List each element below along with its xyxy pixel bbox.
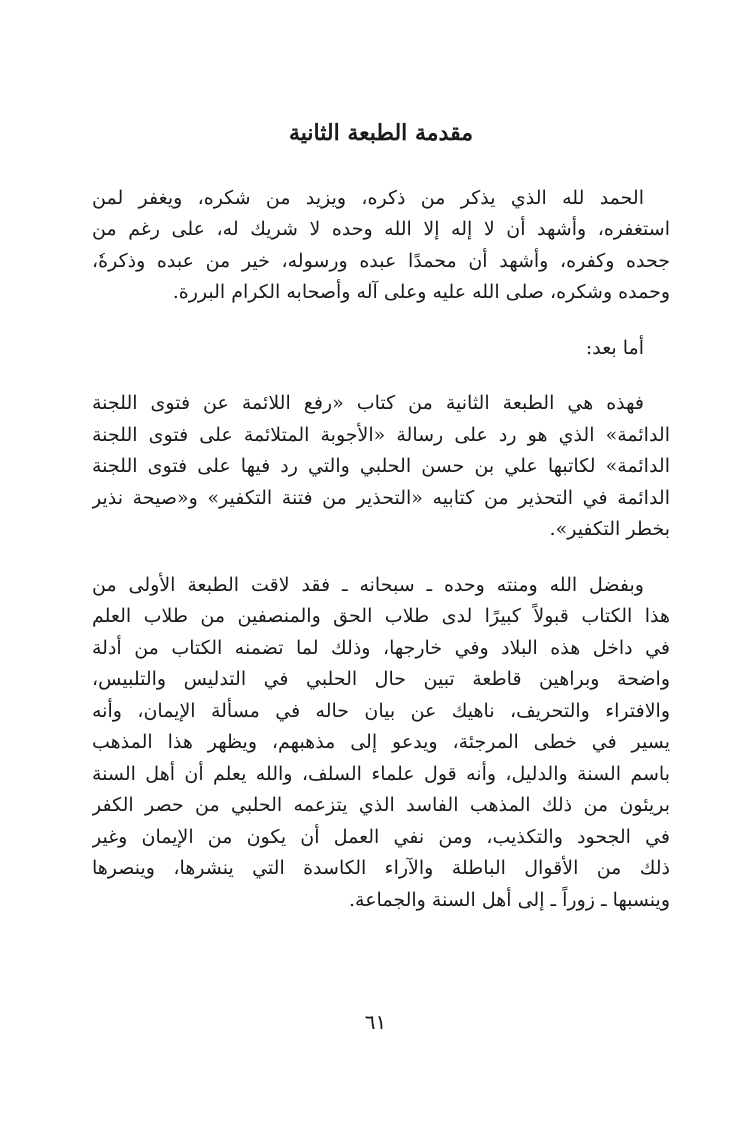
text-line: فهذه هي الطبعة الثانية من كتاب «رفع اللائمة عن فتوى اللجنة (92, 392, 644, 415)
paragraph-amma-bad (92, 333, 670, 365)
text-line: بخطر التكفير». (549, 518, 670, 541)
text-line: الدائمة» الذي هو رد على رسالة «الأجوبة المتلائمة على فتوى اللجنة (92, 423, 670, 446)
text-line: جحده وكفره، وأشهد أن محمدًا عبده ورسوله، خير من عبده وذكرهٗ، (92, 249, 670, 272)
page-content (92, 118, 670, 940)
text-line: يسير في خطى المرجئة، ويدعو إلى مذهبهم، ويظهر هذا المذهب (92, 731, 670, 754)
text-line: الحمد لله الذي يذكر من ذكره، ويزيد من شكره، ويغفر لمن (92, 186, 644, 209)
paragraph-second-edition (92, 388, 670, 546)
page-number: ٦١ (364, 1010, 387, 1034)
text-line: ذلك من الأقوال الباطلة والآراء الكاسدة التي ينشرها، وينصرها (92, 857, 670, 880)
paragraph-praise (92, 183, 670, 309)
text-line: والافتراء والتحريف، ناهيك عن بيان حاله في مسألة الإيمان، وأنه (92, 699, 670, 722)
text-line: الدائمة» لكاتبها علي بن حسن الحلبي والتي رد فيها على فتوى اللجنة (92, 455, 670, 478)
page-title: مقدمة الطبعة الثانية (289, 120, 473, 146)
text-line: في داخل هذه البلاد وفي خارجها، وذلك لما تضمنه الكتاب من أدلة (92, 636, 670, 659)
text-line: بريئون من ذلك المذهب الفاسد الذي يتزعمه الحلبي من حصر الكفر (92, 794, 670, 817)
text-line: استغفره، وأشهد أن لا إله إلا الله وحده لا شريك له، على رغم من (92, 218, 670, 241)
text-line: وحمده وشكره، صلى الله عليه وعلى آله وأصحابه الكرام البررة. (172, 281, 670, 304)
text-line: وينسبها ـ زوراً ـ إلى أهل السنة والجماعة. (348, 888, 670, 911)
text-line: الدائمة في التحذير من كتابيه «التحذير من فتنة التكفير» و«صيحة نذير (92, 486, 670, 509)
text-line: هذا الكتاب قبولاً كبيرًا لدى طلاب الحق والمنصفين من طلاب العلم (92, 605, 670, 628)
text-line: واضحة وبراهين قاطعة تبين حال الحلبي في التدليس والتلبيس، (92, 668, 670, 691)
text-line: وبفضل الله ومنته وحده ـ سبحانه ـ فقد لاقت الطبعة الأولى من (92, 573, 644, 596)
text-line: في الجحود والتكذيب، ومن نفي العمل أن يكون من الإيمان وغير (92, 825, 670, 848)
text-line: باسم السنة والدليل، وأنه قول علماء السلف، والله يعلم أن أهل السنة (92, 762, 670, 785)
text-line: أما بعد: (585, 336, 644, 359)
paragraph-first-edition-reception (92, 570, 670, 917)
